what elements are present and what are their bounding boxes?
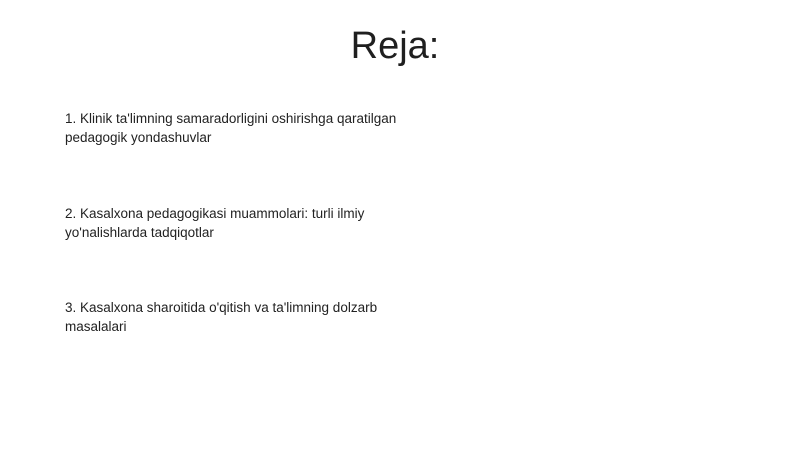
slide-title: Reja: bbox=[350, 25, 440, 67]
agenda-item-1: 1. Klinik ta'limning samaradorligini oshirishga qaratilgan pedagogik yondashuvlar bbox=[65, 111, 397, 145]
agenda-item-3: 3. Kasalxona sharoitida o'qitish va ta'limning dolzarb masalalari bbox=[65, 300, 378, 334]
agenda-item-2: 2. Kasalxona pedagogikasi muammolari: turli ilmiy yo'nalishlarda tadqiqotlar bbox=[65, 206, 365, 240]
